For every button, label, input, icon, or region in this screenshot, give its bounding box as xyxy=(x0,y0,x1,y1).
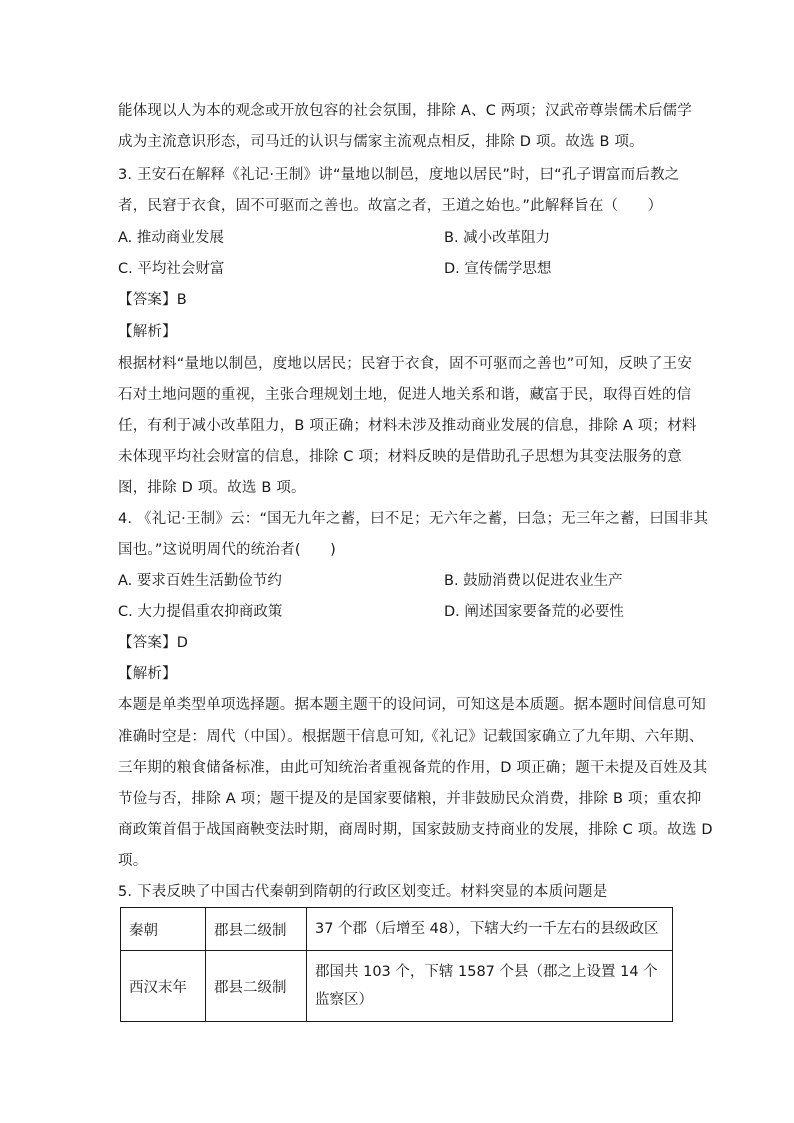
question-4-stem: 4. 《礼记·王制》云：“国无九年之蓄，曰不足；无六年之蓄，曰急；无三年之蓄，曰国非其 xyxy=(118,511,709,527)
q3-option-d: D. 宣传儒学思想 xyxy=(444,261,552,277)
table-cell-detail: 37 个郡（后增至 48），下辖大约一千左右的县级政区 xyxy=(307,908,673,951)
question-5-stem: 5. 下表反映了中国古代秦朝到隋朝的行政区划变迁。材料突显的本质问题是 xyxy=(118,884,608,900)
q3-analysis-line: 任，有利于减小改革阻力，B 项正确；材料未涉及推动商业发展的信息，排除 A 项；材料 xyxy=(118,418,697,434)
q4-analysis-line: 准确时空是：周代（中国）。根据题干信息可知,《礼记》记载国家确立了九年期、六年期、 xyxy=(118,729,704,745)
table-row xyxy=(121,951,673,1022)
admin-division-table xyxy=(120,907,673,1022)
q3-analysis-line: 石对土地问题的重视，主张合理规划土地，促进人地关系和谐，藏富于民，取得百姓的信 xyxy=(118,387,692,403)
table-cell-dynasty: 秦朝 xyxy=(121,908,206,951)
table-cell-dynasty: 西汉末年 xyxy=(121,951,206,1022)
q3-option-c: C. 平均社会财富 xyxy=(118,261,225,277)
q4-analysis-line: 商政策首倡于战国商鞅变法时期，商周时期，国家鼓励支持商业的发展，排除 C 项。故选 D xyxy=(118,822,713,838)
table-cell-detail: 郡国共 103 个，下辖 1587 个县（郡之上设置 14 个监察区） xyxy=(307,951,673,1022)
q3-analysis-heading: 【解析】 xyxy=(118,324,177,340)
q3-option-b: B. 减小改革阻力 xyxy=(444,230,551,246)
q4-analysis-line: 本题是单类型单项选择题。据本题主题干的设问词，可知这是本质题。据本题时间信息可知 xyxy=(118,697,706,713)
question-4-stem: 国也。”这说明周代的统治者( ) xyxy=(118,542,336,558)
q4-analysis-line: 项。 xyxy=(118,853,148,869)
table-cell-system: 郡县二级制 xyxy=(206,908,307,951)
text-line: 成为主流意识形态，司马迁的认识与儒家主流观点相反，排除 D 项。故选 B 项。 xyxy=(118,134,644,150)
q3-analysis-line: 图，排除 D 项。故选 B 项。 xyxy=(118,480,306,496)
q4-option-c: C. 大力提倡重农抑商政策 xyxy=(118,604,283,620)
q4-analysis-heading: 【解析】 xyxy=(118,666,177,682)
q4-option-b: B. 鼓励消费以促进农业生产 xyxy=(444,573,623,589)
q4-option-a: A. 要求百姓生活勤俭节约 xyxy=(118,573,282,589)
q4-analysis-line: 节俭与否，排除 A 项；题干提及的是国家要储粮，并非鼓励民众消费，排除 B 项；重农抑 xyxy=(118,791,702,807)
q4-answer: 【答案】D xyxy=(118,635,189,651)
q4-analysis-line: 三年期的粮食储备标准，由此可知统治者重视备荒的作用，D 项正确；题干未提及百姓及其 xyxy=(118,760,708,776)
q3-analysis-line: 未体现平均社会财富的信息，排除 C 项；材料反映的是借助孔子思想为其变法服务的意 xyxy=(118,449,682,465)
text-line: 能体现以人为本的观念或开放包容的社会氛围，排除 A、C 两项；汉武帝尊崇儒术后儒学 xyxy=(118,103,692,119)
table-row xyxy=(121,908,673,951)
table-cell-system: 郡县二级制 xyxy=(206,951,307,1022)
question-3-stem: 3. 王安石在解释《礼记·王制》讲“量地以制邑，度地以居民”时，曰“孔子谓富而后教之 xyxy=(118,167,680,183)
q4-option-d: D. 阐述国家要备荒的必要性 xyxy=(444,604,624,620)
question-3-stem: 者，民窘于衣食，固不可驱而之善也。故富之者，王道之始也。”此解释旨在（ ） xyxy=(118,198,663,214)
q3-answer: 【答案】B xyxy=(118,292,187,308)
q3-option-a: A. 推动商业发展 xyxy=(118,230,224,246)
q3-analysis-line: 根据材料“量地以制邑，度地以居民；民窘于衣食，固不可驱而之善也”可知，反映了王安 xyxy=(118,356,693,372)
